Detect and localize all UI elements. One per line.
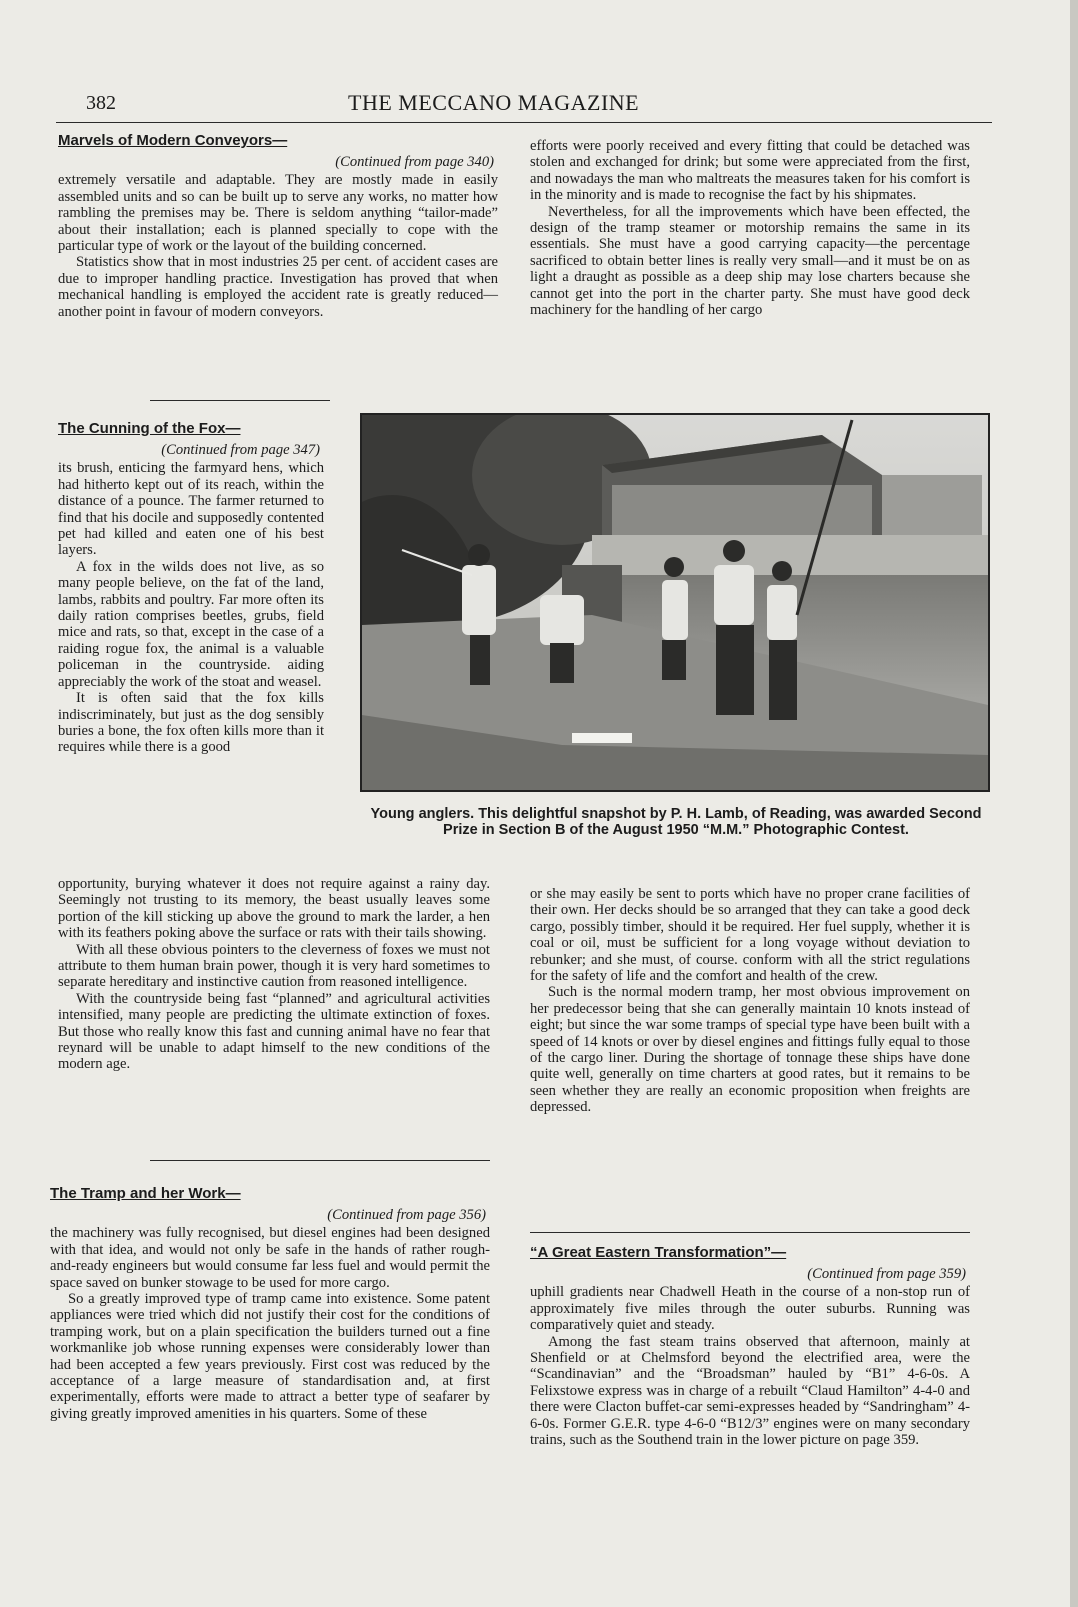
tramp-heading: The Tramp and her Work— bbox=[50, 1185, 241, 1202]
tramp-paragraph: Nevertheless, for all the improvements which have been effected, the design of the tramp steamer or motorship remains the same in its essentials. She must have a good carrying capacity—the percentage sacrificed to obtain better lines is really very small—and it must be on as light a draught as possible as a deep ship may lose charters because she cannot get into the port in the charter party. She must have good deck machinery for the handling of her cargo bbox=[530, 203, 970, 319]
great-eastern-article bbox=[530, 1244, 970, 1448]
tramp-article bbox=[50, 1185, 490, 1422]
magazine-title: THE MECCANO MAGAZINE bbox=[348, 90, 640, 115]
fox-continued: (Continued from page 347) bbox=[161, 442, 320, 458]
conveyors-continued: (Continued from page 340) bbox=[335, 154, 494, 170]
conveyors-paragraph: extremely versatile and adaptable. They are mostly made in easily assembled units and so can be built up to serve any works, no matter how rambling the premises may be. There is seldom anything “tailor-made” about their installation; each is planned specially to cope with the particular type of work or the layout of the building concerned. bbox=[58, 172, 498, 255]
page-number: 382 bbox=[86, 92, 116, 114]
fox-article-continued bbox=[58, 876, 490, 1073]
fox-paragraph: With all these obvious pointers to the cleverness of foxes we must not attribute to them human brain power, though it is very hard sometimes to separate hereditary and instinctive caution from reasoned intelligence. bbox=[58, 941, 490, 991]
tramp-article-continued bbox=[530, 886, 970, 1116]
tramp-article-continued bbox=[530, 138, 970, 318]
conveyors-article bbox=[58, 132, 498, 320]
tramp-paragraph: the machinery was fully recognised, but diesel engines had been designed with that idea, and would not only be safe in the hands of rather rough-and-ready engineers but would consume far less fuel and would permit the space saved on bunker stowage to be used for more cargo. bbox=[50, 1225, 490, 1291]
section-rule bbox=[150, 1160, 490, 1161]
fox-paragraph: With the countryside being fast “planned” and agricultural activities intensified, many people are predicting the ultimate extinction of foxes. But those who really know this fast and cunning animal have no fear that reynard will be unable to adapt himself to the new conditions of the modern age. bbox=[58, 990, 490, 1073]
page-edge bbox=[1070, 0, 1078, 1607]
photo-image bbox=[362, 415, 988, 790]
great-eastern-heading: “A Great Eastern Transformation”— bbox=[530, 1244, 787, 1261]
photo-caption: Young anglers. This delightful snapshot by P. H. Lamb, of Reading, was awarded Second Prize in Section B of the August 1950 “M.M.” Photographic Contest. bbox=[370, 806, 982, 838]
fox-paragraph: A fox in the wilds does not live, as so many people believe, on the fat of the land, lambs, rabbits and poultry. Far more often its daily ration comprises beetles, grubs, field mice and rats, so that, except in the case of a raiding rogue fox, the animal is a valuable policeman in the countryside. aiding appreciably the work of the stoat and weasel. bbox=[58, 558, 324, 690]
tramp-continued: (Continued from page 356) bbox=[327, 1207, 486, 1223]
tramp-paragraph: or she may easily be sent to ports which have no proper crane facilities of their own. Her decks should be so arranged that they can take a good deck cargo, possibly timber, should it be required. Her fuel supply, whether it is coal or oil, must be sufficient for a long voyage without deviation to rebunker; and she must, of course. conform with all the strict regulations for the safety of life and the comfort and health of the crew. bbox=[530, 886, 970, 985]
header-rule bbox=[56, 122, 992, 123]
conveyors-paragraph: Statistics show that in most industries 25 per cent. of accident cases are due to improper handling practice. Investigation has proved that when mechanical handling is employed the accident rate is greatly reduced—another point in favour of modern conveyors. bbox=[58, 254, 498, 320]
conveyors-heading: Marvels of Modern Conveyors— bbox=[58, 132, 288, 149]
fox-article bbox=[58, 420, 324, 756]
great-eastern-paragraph: uphill gradients near Chadwell Heath in the course of a non-stop run of approximately five miles through the outer suburbs. Running was comparatively quiet and steady. bbox=[530, 1284, 970, 1334]
section-rule bbox=[150, 400, 330, 401]
tramp-paragraph: Such is the normal modern tramp, her most obvious improvement on her predecessor being that she can generally maintain 10 knots instead of eight; but since the war some tramps of special type have been built with a speed of 14 knots or over by diesel engines and fittings fully equal to those of the cargo liner. During the shortage of tonnage these ships have done quite well, generally on time charters at good rates, but it remains to be seen whether they are really an economic proposition when freights are depressed. bbox=[530, 984, 970, 1116]
section-rule bbox=[530, 1232, 970, 1233]
fox-paragraph: opportunity, burying whatever it does not require against a rainy day. Seemingly not trusting to its memory, the beast usually leaves some portion of the kill sticking up above the ground to mark the larder, a hen with its feathers poking above the surface or rats with their tails showing. bbox=[58, 876, 490, 942]
fox-paragraph: It is often said that the fox kills indiscriminately, but just as the dog sensibly buries a bone, the fox often kills more than it requires while there is a good bbox=[58, 690, 324, 756]
great-eastern-paragraph: Among the fast steam trains observed that afternoon, mainly at Shenfield or at Chelmsford beyond the electrified area, were the “Scandinavian” and the “Broadsman” hauled by “B1” 4-6-0s. A Felixstowe express was in charge of a rebuilt “Claud Hamilton” 4-4-0 and there were Clacton buffet-car semi-expresses headed by “Sandringham” 4-6-0s. Former G.E.R. type 4-6-0 “B12/3” engines were on many secondary trains, such as the Southend train in the lower picture on page 359. bbox=[530, 1333, 970, 1449]
tramp-paragraph: So a greatly improved type of tramp came into existence. Some patent appliances were tried which did not justify their cost for the conditions of tramping work, but on a plain specification the builders turned out a fine workmanlike job whose running expenses were considerably lower than had been accepted a few years previously. First cost was reduced by the acceptance of a large measure of standardisation and, at first experimentally, efforts were made to attract a better type of seafarer by giving greatly improved amenities in his quarters. Some of these bbox=[50, 1291, 490, 1422]
fox-paragraph: its brush, enticing the farmyard hens, which had hitherto kept out of its reach, within the distance of a pounce. The farmer returned to find that his docile and supposedly contented pet had killed and eaten one of his best layers. bbox=[58, 460, 324, 559]
tramp-paragraph: efforts were poorly received and every fitting that could be detached was stolen and exchanged for drink; but some were appreciated from the first, and nowadays the man who maltreats the measures taken for his comfort is in the minority and is made to recognise the fact by his shipmates. bbox=[530, 138, 970, 204]
great-eastern-continued: (Continued from page 359) bbox=[807, 1266, 966, 1282]
young-anglers-photo bbox=[360, 413, 990, 792]
fox-heading: The Cunning of the Fox— bbox=[58, 420, 241, 437]
